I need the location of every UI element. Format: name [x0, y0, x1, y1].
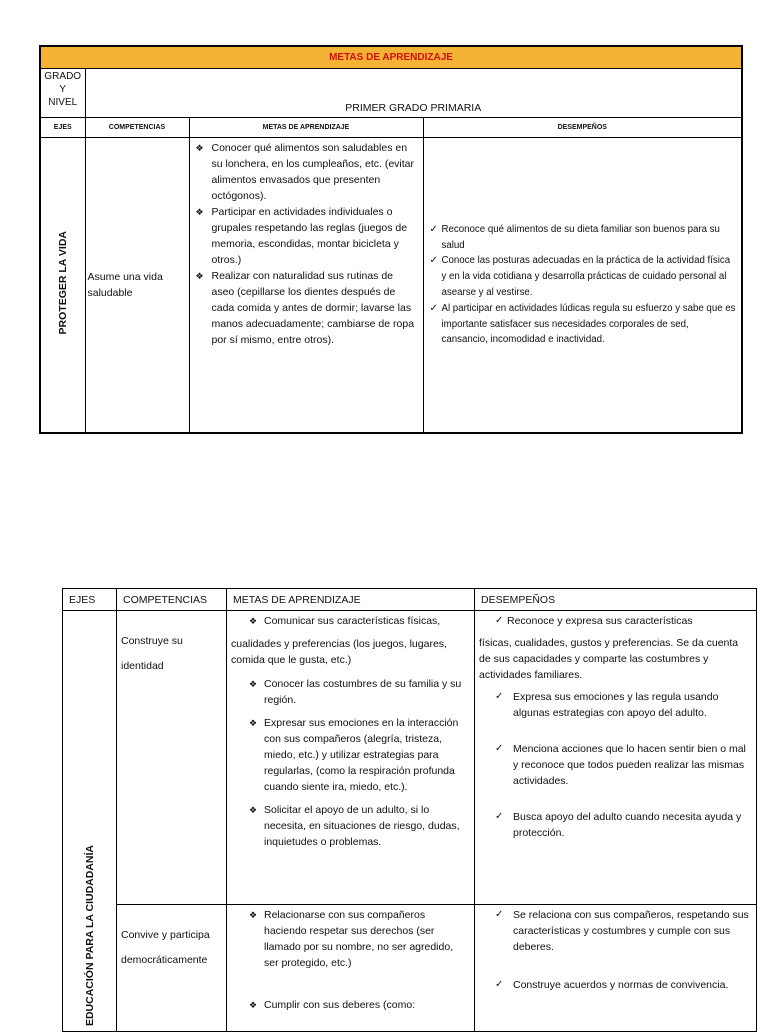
meta-item: ❖ Expresar sus emociones en la interacción con sus compañeros (alegría, tristeza, miedo, etc.) y utilizar estrategias para regularlas, (como la respiración profunda cuando siente ira, miedo, etc.).	[231, 715, 470, 795]
meta-item: ❖ Relacionarse con sus compañeros haciendo respetar sus derechos (ser llamado por su nombre, no ser agredido, ser protegido, etc.)	[231, 907, 470, 971]
meta-item: ❖ Conocer qué alimentos son saludables en su lonchera, en los cumpleaños, etc. (evitar alimentos envasados que presenten octógonos).	[190, 140, 419, 204]
metas-cell	[189, 138, 423, 434]
header-desempenos: DESEMPEÑOS	[475, 589, 757, 611]
metas-cell	[227, 905, 475, 1032]
competencia-cell: Convive y participa democráticamente	[117, 905, 227, 1032]
desempenos-cell	[475, 905, 757, 1032]
meta-item: ❖ Comunicar sus características físicas,	[231, 613, 470, 629]
grado-label: GRADO Y NIVEL	[40, 69, 85, 118]
meta-item: ❖ Participar en actividades individuales o grupales respetando las reglas (juegos de memoria, escondidas, montar bicicleta y otros.)	[190, 204, 419, 268]
desempeno-item: ✓ Conoce las posturas adecuadas en la práctica de la actividad física y en la vida cotidiana y desarrolla prácticas de cuidado personal al asearse y al vestirse.	[427, 253, 738, 300]
desempeno-item: ✓ Reconoce y expresa sus características	[479, 613, 752, 629]
learning-goals-table-first-grade	[39, 45, 743, 434]
header-competencias: COMPETENCIAS	[117, 589, 227, 611]
desempeno-item: ✓ Busca apoyo del adulto cuando necesita ayuda y protección.	[493, 809, 752, 841]
meta-item: ❖ Conocer las costumbres de su familia y su región.	[231, 676, 470, 708]
eje-label: PROTEGER LA VIDA	[56, 230, 69, 335]
meta-item-continuation: cualidades y preferencias (los juegos, lugares, comida que le gusta, etc.)	[231, 638, 447, 666]
eje-label: EDUCACIÓN PARA LA CIUDADANÍA	[83, 844, 96, 1026]
competencia-cell: Construye su identidad	[117, 611, 227, 905]
header-ejes: EJES	[40, 118, 85, 138]
header-ejes: EJES	[63, 589, 117, 611]
grado-value: PRIMER GRADO PRIMARIA	[85, 69, 742, 118]
desempeno-item: ✓ Construye acuerdos y normas de convivencia.	[493, 977, 752, 993]
metas-cell	[227, 611, 475, 905]
desempeno-item: ✓ Menciona acciones que lo hacen sentir bien o mal y reconoce que todos pueden realizar las mismas actividades.	[493, 741, 752, 789]
header-desempenos: DESEMPEÑOS	[423, 118, 742, 138]
desempeno-item: ✓ Se relaciona con sus compañeros, respetando sus características y costumbres y cumple con sus deberes.	[493, 907, 752, 955]
header-metas: METAS DE APRENDIZAJE	[227, 589, 475, 611]
header-competencias: COMPETENCIAS	[85, 118, 189, 138]
desempeno-item-continuation: físicas, cualidades, gustos y preferencias. Se da cuenta de sus capacidades y comparte las costumbres y actividades familiares.	[479, 637, 739, 681]
eje-cell	[40, 138, 85, 434]
meta-item: ❖ Realizar con naturalidad sus rutinas de aseo (cepillarse los dientes después de cada comida y antes de dormir; lavarse las manos adecuadamente; cambiarse de ropa por sí mismo, entre otros).	[190, 268, 419, 348]
table-title: METAS DE APRENDIZAJE	[40, 46, 742, 69]
citizenship-table	[62, 588, 757, 1032]
desempenos-cell	[475, 611, 757, 905]
desempeno-item: ✓ Al participar en actividades lúdicas regula su esfuerzo y sabe que es importante satisfacer sus necesidades corporales de sed, cansancio, incomodidad e inactividad.	[427, 301, 738, 348]
desempeno-item: ✓ Expresa sus emociones y las regula usando algunas estrategias con apoyo del adulto.	[493, 689, 752, 721]
desempeno-item: ✓ Reconoce qué alimentos de su dieta familiar son buenos para su salud	[427, 222, 738, 254]
meta-item: ❖ Solicitar el apoyo de un adulto, si lo necesita, en situaciones de riesgo, dudas, inquietudes o problemas.	[231, 802, 470, 850]
meta-item: ❖ Cumplir con sus deberes (como:	[231, 997, 470, 1013]
eje-cell	[63, 611, 117, 1032]
header-metas: METAS DE APRENDIZAJE	[189, 118, 423, 138]
desempenos-cell	[423, 138, 742, 434]
competencia-cell: Asume una vida saludable	[85, 138, 189, 434]
